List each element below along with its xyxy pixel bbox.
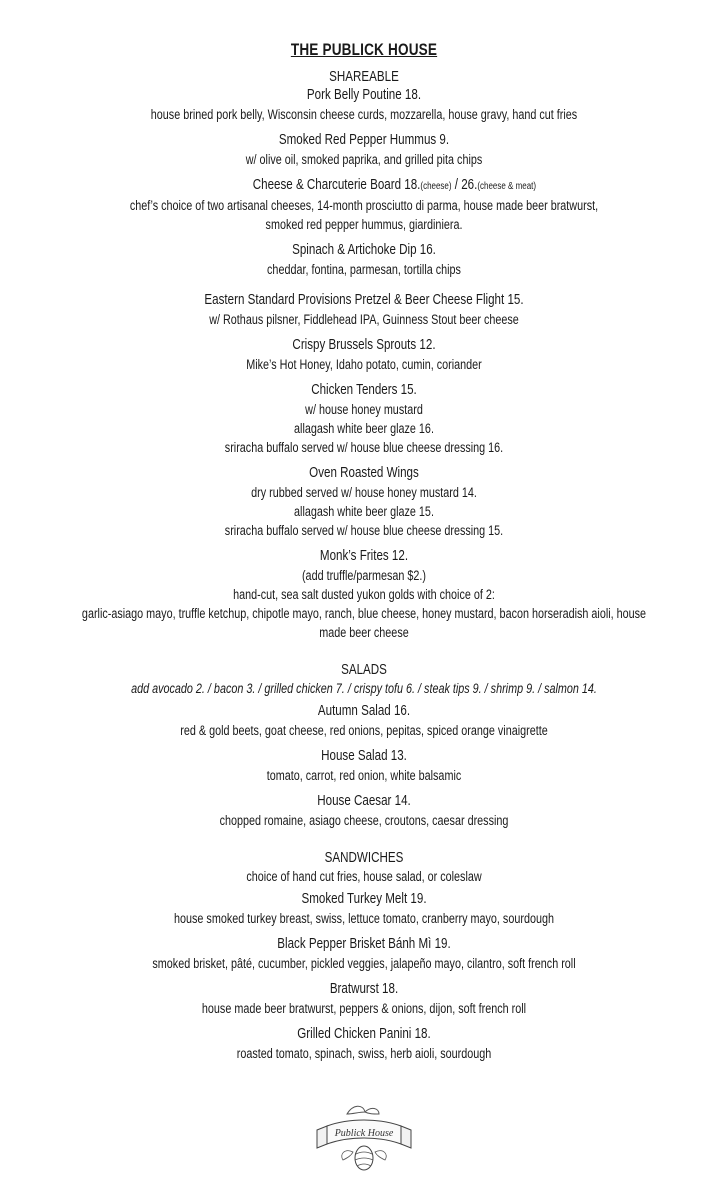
- section-title-shareable: SHAREABLE: [329, 69, 399, 85]
- menu-item: [73, 291, 655, 329]
- item-name: Chicken Tenders 15.: [311, 382, 417, 398]
- item-description: chef’s choice of two artisanal cheeses, 14-month prosciutto di parma, house made beer bratwurst,: [129, 198, 599, 213]
- item-description: red & gold beets, goat cheese, red onions, pepitas, spiced orange vinaigrette: [180, 723, 548, 738]
- menu-item: [73, 336, 655, 374]
- item-name: Eastern Standard Provisions Pretzel & Beer Cheese Flight 15.: [204, 292, 524, 308]
- menu-item: [103, 176, 685, 196]
- salad-addons: add avocado 2. / bacon 3. / grilled chicken 7. / crispy tofu 6. / steak tips 9. / shrimp 9. / salmon 14.: [131, 681, 597, 696]
- item-description: tomato, carrot, red onion, white balsamic: [266, 768, 462, 783]
- item-name: House Caesar 14.: [317, 793, 411, 809]
- item-description: smoked brisket, pâté, cucumber, pickled veggies, jalapeño mayo, cilantro, soft french roll: [152, 956, 576, 971]
- menu-item: [73, 131, 655, 169]
- item-description: allagash white beer glaze 16.: [294, 421, 434, 436]
- hop-logo-icon: [309, 1100, 419, 1180]
- item-description: (add truffle/parmesan $2.): [301, 568, 427, 583]
- menu-item: [73, 702, 655, 740]
- item-description: Mike’s Hot Honey, Idaho potato, cumin, coriander: [246, 357, 482, 372]
- menu-item: [73, 464, 655, 540]
- menu-item: [73, 1025, 655, 1063]
- item-description: smoked red pepper hummus, giardiniera.: [265, 217, 463, 232]
- item-name: Black Pepper Brisket Bánh Mì 19.: [277, 936, 451, 952]
- item-name: House Salad 13.: [321, 748, 407, 764]
- logo-text: Publick House: [334, 1128, 394, 1139]
- item-price: / 26.: [451, 177, 478, 193]
- menu-item: [73, 547, 655, 642]
- item-description: allagash white beer glaze 15.: [294, 504, 434, 519]
- logo-area: [0, 1100, 728, 1180]
- item-name-text: Cheese & Charcuterie Board 18.: [252, 177, 421, 193]
- menu-item: [73, 747, 655, 785]
- item-description: sriracha buffalo served w/ house blue cheese dressing 15.: [224, 523, 504, 538]
- menu-item: [73, 935, 655, 973]
- item-description: roasted tomato, spinach, swiss, herb aioli, sourdough: [236, 1046, 492, 1061]
- page-title: THE PUBLICK HOUSE: [290, 40, 438, 59]
- item-description: house brined pork belly, Wisconsin cheese curds, mozzarella, house gravy, hand cut fries: [150, 107, 578, 122]
- item-description: w/ house honey mustard: [305, 402, 423, 417]
- item-description: hand-cut, sea salt dusted yukon golds with choice of 2:: [233, 587, 495, 602]
- item-description: house made beer bratwurst, peppers & onions, dijon, soft french roll: [201, 1001, 527, 1016]
- menu-page: [73, 0, 655, 1063]
- item-name: Spinach & Artichoke Dip 16.: [292, 242, 436, 258]
- item-name: Smoked Turkey Melt 19.: [301, 891, 427, 907]
- item-name: Pork Belly Poutine 18.: [306, 87, 422, 103]
- menu-item: [73, 241, 655, 279]
- section-title-salads: SALADS: [341, 662, 387, 678]
- item-description: w/ olive oil, smoked paprika, and grilled pita chips: [245, 152, 483, 167]
- item-description: chopped romaine, asiago cheese, croutons, caesar dressing: [219, 813, 509, 828]
- item-description: sriracha buffalo served w/ house blue cheese dressing 16.: [224, 440, 504, 455]
- menu-item: [73, 980, 655, 1018]
- menu-item-description: [73, 196, 655, 234]
- item-name: Monk’s Frites 12.: [319, 548, 409, 564]
- sandwich-sides-note: choice of hand cut fries, house salad, or coleslaw: [246, 869, 482, 884]
- menu-item: [73, 890, 655, 928]
- item-name: [103, 176, 685, 196]
- menu-item: [73, 792, 655, 830]
- item-name: Oven Roasted Wings: [309, 465, 419, 481]
- item-description: garlic-asiago mayo, truffle ketchup, chipotle mayo, ranch, blue cheese, honey mustard, bacon horseradish aioli, house made beer cheese: [81, 606, 647, 640]
- section-title-sandwiches: SANDWICHES: [324, 850, 404, 866]
- item-name: Autumn Salad 16.: [317, 703, 411, 719]
- menu-item: [73, 86, 655, 124]
- item-description: w/ Rothaus pilsner, Fiddlehead IPA, Guinness Stout beer cheese: [209, 312, 519, 327]
- menu-item: [73, 381, 655, 457]
- item-name: Grilled Chicken Panini 18.: [297, 1026, 431, 1042]
- item-name: Crispy Brussels Sprouts 12.: [292, 337, 436, 353]
- item-price-note: (cheese & meat): [477, 181, 537, 192]
- item-description: dry rubbed served w/ house honey mustard 14.: [251, 485, 477, 500]
- item-name: Bratwurst 18.: [329, 981, 399, 997]
- item-description: cheddar, fontina, parmesan, tortilla chips: [267, 262, 461, 277]
- item-description: house smoked turkey breast, swiss, lettuce tomato, cranberry mayo, sourdough: [174, 911, 554, 926]
- item-price-note: (cheese): [420, 181, 452, 192]
- item-name: Smoked Red Pepper Hummus 9.: [278, 132, 450, 148]
